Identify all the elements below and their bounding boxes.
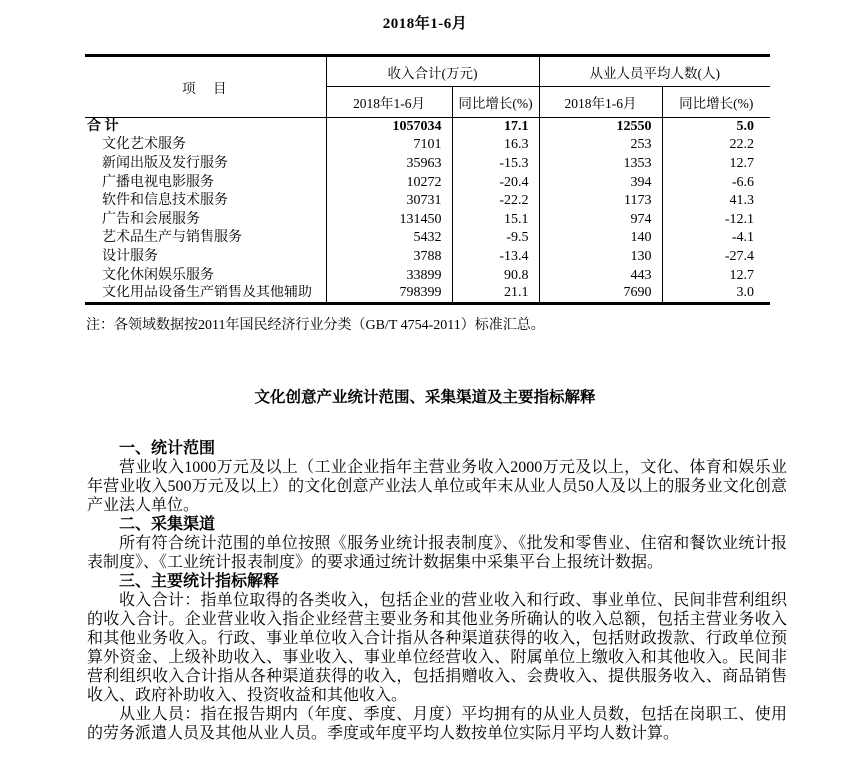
- section-subheading-channel: 二、采集渠道: [119, 515, 216, 533]
- cell-income: 30731: [326, 192, 452, 211]
- cell-income-growth: 16.3: [452, 136, 539, 155]
- cell-staff-growth: -27.4: [724, 248, 754, 264]
- cell-income-growth: -13.4: [452, 248, 539, 267]
- cell-income: 35963: [326, 155, 452, 174]
- table-row: [85, 155, 770, 174]
- table-footnote: 注：各领域数据按2011年国民经济行业分类（GB/T 4754-2011）标准汇总。: [86, 317, 545, 333]
- table-row: [85, 192, 770, 211]
- column-header-income-period: 2018年1-6月: [326, 87, 452, 118]
- column-header-item: 项 目: [85, 56, 326, 118]
- cell-income-growth: -9.5: [452, 229, 539, 248]
- section-paragraph-scope: 营业收入1000万元及以上（工业企业指年主营业务收入2000万元及以上，文化、体育和娱乐业年营业收入500万元及以上）的文化创意产业法人单位或年末从业人员50人及以上的服务业文化创意产业法人单位。: [87, 458, 787, 514]
- cell-income: 7101: [326, 136, 452, 155]
- cell-item: 新闻出版及发行服务: [85, 155, 326, 174]
- cell-staff-growth: 41.3: [729, 193, 754, 209]
- table-row: [85, 266, 770, 285]
- page-title: 2018年1-6月: [382, 16, 468, 32]
- column-header-staff-period: 2018年1-6月: [539, 87, 662, 118]
- cell-staff: 140: [539, 229, 662, 248]
- cell-income: 131450: [326, 210, 452, 229]
- cell-staff: 1353: [539, 155, 662, 174]
- table-row: [85, 285, 770, 304]
- cell-staff-growth: -6.6: [731, 174, 754, 190]
- cell-item: 软件和信息技术服务: [85, 192, 326, 211]
- cell-staff: 394: [539, 173, 662, 192]
- cell-income-growth: 21.1: [452, 285, 539, 304]
- section-subheading-indicators: 三、主要统计指标解释: [119, 572, 280, 590]
- cell-staff: 253: [539, 136, 662, 155]
- cell-staff: 443: [539, 266, 662, 285]
- cell-item: 广告和会展服务: [85, 210, 326, 229]
- cell-staff: 7690: [539, 285, 662, 304]
- cell-item: 设计服务: [85, 248, 326, 267]
- cell-staff-growth: 5.0: [736, 119, 754, 135]
- cell-income: 1057034: [326, 118, 452, 137]
- section-paragraph-channel: 所有符合统计范围的单位按照《服务业统计报表制度》、《批发和零售业、住宿和餐饮业统计报表制度》、《工业统计报表制度》的要求通过统计数据集中采集平台上报统计数据。: [87, 534, 787, 571]
- cell-income-growth: 17.1: [452, 118, 539, 137]
- section-body: [87, 439, 787, 743]
- cell-staff-growth: 12.7: [729, 155, 754, 171]
- cell-income-growth: 15.1: [452, 210, 539, 229]
- section-paragraph-income: 收入合计：指单位取得的各类收入，包括企业的营业收入和行政、事业单位、民间非营利组织的收入合计。企业营业收入指企业经营主要业务和其他业务所确认的收入总额，包括主营业务收入和其他业务收入。行政、事业单位收入合计指从各种渠道获得的收入，包括财政拨款、行政单位预算外资金、上级补助收入、事业收入、事业单位经营收入、附属单位上缴收入和其他收入。民间非营利组织收入合计指从各种渠道获得的收入，包括捐赠收入、会费收入、提供服务收入、商品销售收入、政府补助收入、投资收益和其他收入。: [87, 591, 787, 704]
- table-row: [85, 229, 770, 248]
- cell-staff-growth: 3.0: [736, 285, 754, 301]
- statistics-table: [85, 54, 770, 305]
- column-group-income: 收入合计(万元): [326, 56, 539, 87]
- section-subheading-scope: 一、统计范围: [119, 439, 216, 457]
- column-header-staff-growth: 同比增长(%): [662, 87, 770, 118]
- cell-item: 文化艺术服务: [85, 136, 326, 155]
- cell-staff: 974: [539, 210, 662, 229]
- cell-income-growth: 90.8: [452, 266, 539, 285]
- cell-income: 5432: [326, 229, 452, 248]
- cell-income-growth: -22.2: [452, 192, 539, 211]
- table-row: [85, 118, 770, 137]
- cell-income: 33899: [326, 266, 452, 285]
- cell-income: 10272: [326, 173, 452, 192]
- cell-staff-growth: 22.2: [729, 137, 754, 153]
- table-header-group-row: [85, 56, 770, 87]
- cell-income: 798399: [326, 285, 452, 304]
- table-row: [85, 136, 770, 155]
- cell-staff-growth: -4.1: [731, 230, 754, 246]
- cell-staff-growth: 12.7: [729, 267, 754, 283]
- cell-staff-growth: -12.1: [724, 211, 754, 227]
- cell-item: 合 计: [85, 118, 326, 137]
- cell-income-growth: -15.3: [452, 155, 539, 174]
- cell-income: 3788: [326, 248, 452, 267]
- cell-staff: 12550: [539, 118, 662, 137]
- cell-item: 文化用品设备生产销售及其他辅助: [85, 285, 326, 304]
- column-group-staff: 从业人员平均人数(人): [539, 56, 770, 87]
- cell-item: 广播电视电影服务: [85, 173, 326, 192]
- column-header-income-growth: 同比增长(%): [452, 87, 539, 118]
- cell-staff: 130: [539, 248, 662, 267]
- section-heading: 文化创意产业统计范围、采集渠道及主要指标解释: [254, 388, 596, 406]
- cell-item: 文化休闲娱乐服务: [85, 266, 326, 285]
- table-row: [85, 210, 770, 229]
- table-row: [85, 248, 770, 267]
- cell-item: 艺术品生产与销售服务: [85, 229, 326, 248]
- cell-staff: 1173: [539, 192, 662, 211]
- table-row: [85, 173, 770, 192]
- section-paragraph-staff: 从业人员：指在报告期内（年度、季度、月度）平均拥有的从业人员数，包括在岗职工、使用的劳务派遣人员及其他从业人员。季度或年度平均人数按单位实际月平均人数计算。: [87, 705, 787, 742]
- cell-income-growth: -20.4: [452, 173, 539, 192]
